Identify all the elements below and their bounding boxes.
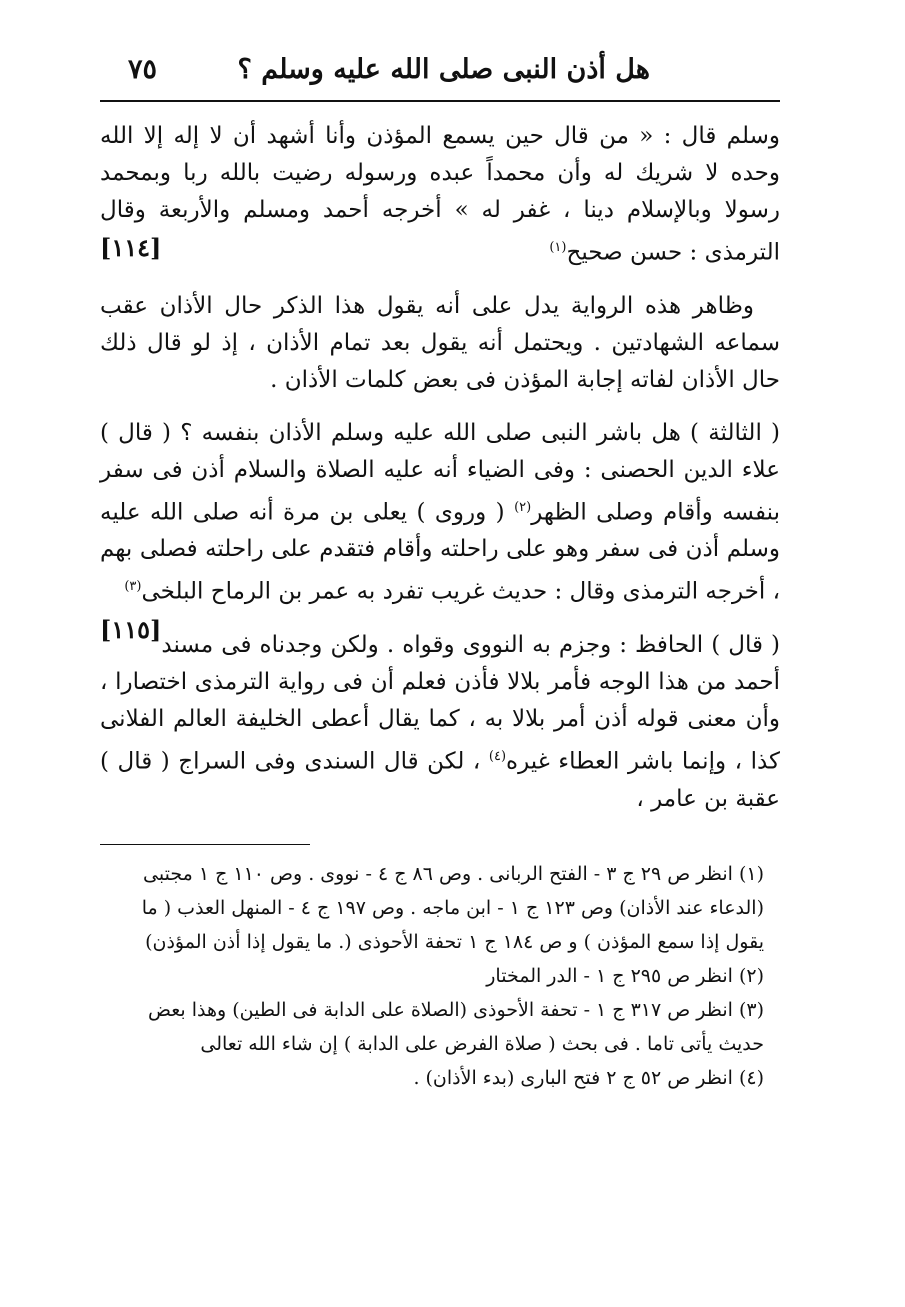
paragraph-text: ( قال ) الحافظ : وجزم به النووى وقواه . ولكن وجدناه فى مسند أحمد من هذا الوجه فأمر بلالا فأذن فعلم أن فى رواية الترمذى اختصارا ، وأن معنى قوله أذن أمر بلالا به ، كما يقال أعطى الخليفة العالم الفلانى كذا ، وإنما باشر العطاء غيره bbox=[100, 631, 780, 775]
book-page bbox=[100, 40, 780, 1280]
footnote-1: (١) انظر ص ٢٩ ج ٣ - الفتح الربانى . وص ٨٦ ج ٤ - نووى . وص ١١٠ ج ١ مجتبى (الدعاء عند الأذان) وص ١٢٣ ج ١ - ابن ماجه . وص ١٩٧ ج ٤ - المنهل العذب ( ما يقول إذا سمع المؤذن ) و ص ١٨٤ ج ١ تحفة الأحوذى (. ما يقول إذا أذن المؤذن) bbox=[141, 862, 764, 953]
paragraph-text: وسلم قال : « من قال حين يسمع المؤذن وأنا أشهد أن لا إله إلا الله وحده لا شريك له وأن محمداً عبده ورسوله رضيت بالله ربا وبمحمد رسولا وبالإسلام دينا ، غفر له » أخرجه أحمد ومسلم والأربعة وقال الترمذى : حسن صحيح bbox=[100, 123, 780, 266]
page-header bbox=[100, 40, 780, 102]
footnote-marker: (٣) bbox=[124, 579, 142, 595]
hadith-number: [١١٥] bbox=[100, 614, 162, 644]
footnote-3: (٣) انظر ص ٣١٧ ج ١ - تحفة الأحوذى (الصلاة على الدابة فى الطين) وهذا بعض حديث يأتى تاما . فى بحث ( صلاة الفرض على الدابة ) إن شاء الله تعالى bbox=[147, 998, 764, 1055]
paragraph-1 bbox=[100, 118, 780, 272]
paragraph-2 bbox=[100, 288, 780, 399]
footnote-separator bbox=[100, 844, 310, 845]
page-number: ٧٥ bbox=[128, 54, 158, 85]
running-title: هل أذن النبى صلى الله عليه وسلم ؟ bbox=[237, 54, 650, 85]
hadith-number: [١١٤] bbox=[100, 233, 162, 262]
main-text bbox=[100, 118, 780, 818]
footnote-marker: (٢) bbox=[514, 499, 532, 515]
paragraph-text: ( وروى ) يعلى بن مرة أنه صلى الله عليه وسلم أذن فى سفر وهو على راحلته وأقام فتقدم على راحلته فصلى بهم ، أخرجه الترمذى وقال : حديث غريب تفرد به عمر بن الرماح البلخى bbox=[100, 499, 780, 605]
footnote-2: (٢) انظر ص ٢٩٥ ج ١ - الدر المختار bbox=[486, 964, 764, 987]
paragraph-text: ( الثالثة ) هل باشر النبى صلى الله عليه وسلم الأذان بنفسه ؟ ( قال ) علاء الدين الحصنى : وفى الضياء أنه عليه الصلاة والسلام أذن فى سفر بنفسه وأقام وصلى الظهر bbox=[100, 419, 780, 526]
paragraph-text: وظاهر هذه الرواية يدل على أنه يقول هذا الذكر حال الأذان عقب سماعه الشهادتين . ويحتمل أنه يقول بعد تمام الأذان ، إذ لو قال ذلك حال الأذان لفاته إجابة المؤذن فى بعض كلمات الأذان . bbox=[100, 292, 780, 393]
footnote-4: (٤) انظر ص ٥٢ ج ٢ فتح البارى (بدء الأذان) . bbox=[413, 1066, 764, 1089]
footnotes bbox=[100, 857, 780, 1095]
footnote-marker: (١) bbox=[549, 240, 567, 255]
paragraph-text: ، لكن قال السندى وفى السراج ( قال ) عقبة بن عامر ، bbox=[100, 748, 780, 812]
paragraph-4 bbox=[100, 627, 780, 818]
paragraph-3 bbox=[100, 415, 780, 644]
footnote-marker: (٤) bbox=[488, 748, 507, 764]
